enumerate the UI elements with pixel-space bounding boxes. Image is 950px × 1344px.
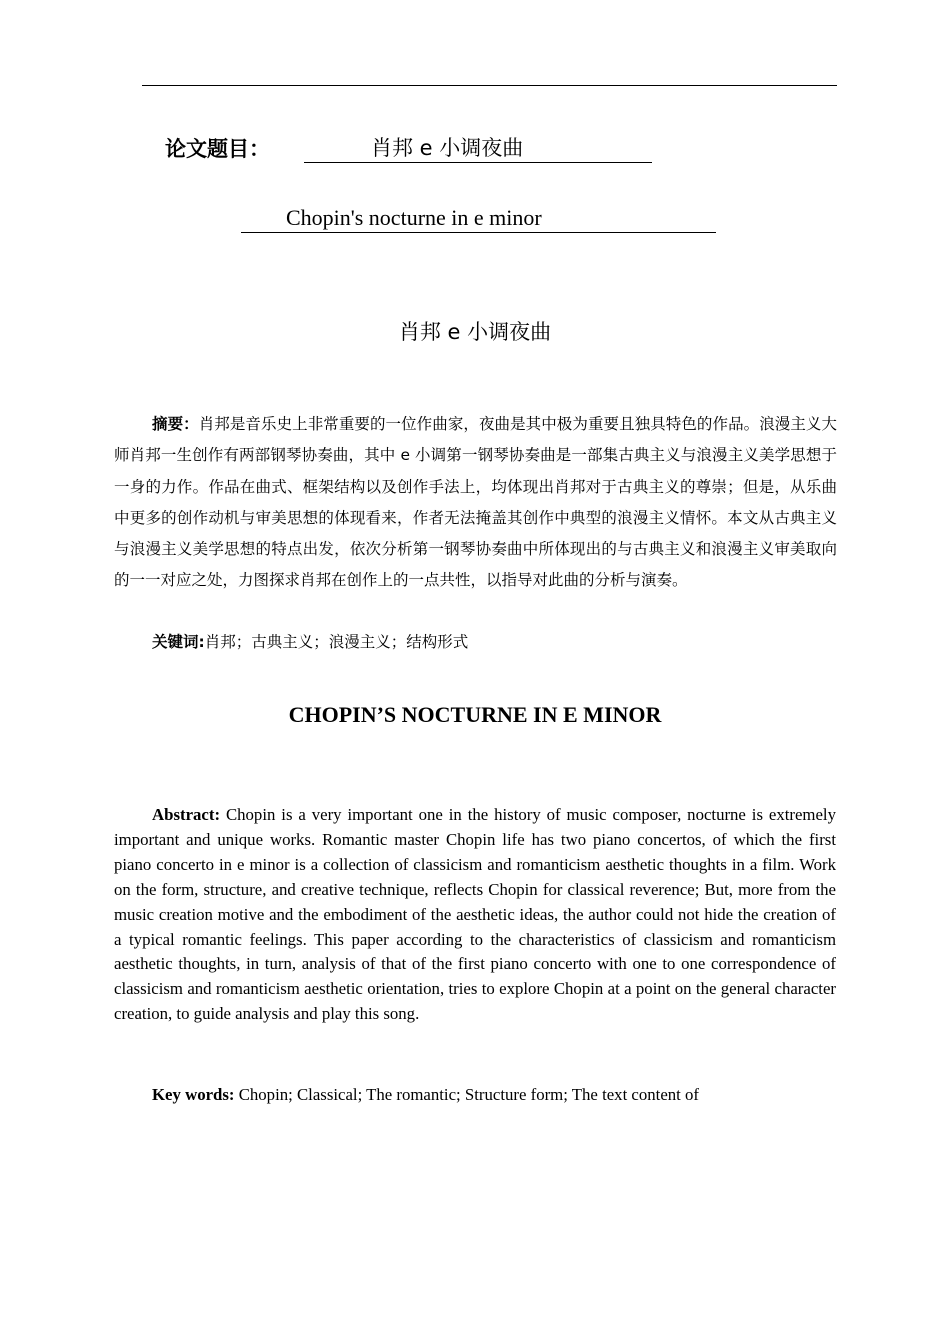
header-rule (142, 85, 837, 86)
english-keywords-label: Key words: (152, 1085, 235, 1104)
english-abstract (114, 803, 836, 1027)
chinese-keywords (152, 627, 837, 658)
chinese-keywords-label: 关键词: (152, 633, 205, 651)
chinese-abstract-text: 肖邦是音乐史上非常重要的一位作曲家，夜曲是其中极为重要且独具特色的作品。浪漫主义大师肖邦一生创作有两部钢琴协奏曲，其中 e 小调第一钢琴协奏曲是一部集古典主义与浪漫主义美学思想于一身的力作。作品在曲式、框架结构以及创作手法上，均体现出肖邦对于古典主义的尊崇；但是，从乐曲中更多的创作动机与审美思想的体现看来，作者无法掩盖其创作中典型的浪漫主义情怀。本文从古典主义与浪漫主义美学思想的特点出发，依次分析第一钢琴协奏曲中所体现出的与古典主义和浪漫主义审美取向的一一对应之处，力图探求肖邦在创作上的一点共性，以指导对此曲的分析与演奏。 (114, 415, 837, 590)
thesis-title-english-underline (241, 203, 716, 233)
thesis-title-chinese-underline (304, 132, 652, 163)
english-keywords-text: Chopin; Classical; The romantic; Structure form; The text content of (238, 1085, 699, 1104)
chinese-abstract (114, 409, 837, 597)
thesis-title-english: Chopin's nocturne in e minor (286, 205, 542, 230)
english-keywords (152, 1082, 837, 1108)
english-abstract-label: Abstract: (152, 805, 221, 824)
english-heading: CHOPIN’S NOCTURNE IN E MINOR (288, 702, 662, 727)
chinese-keywords-text: 肖邦；古典主义；浪漫主义；结构形式 (204, 633, 469, 651)
thesis-title-label: 论文题目： (165, 137, 270, 161)
english-abstract-text: Chopin is a very important one in the history of music composer, nocturne is extremely important and unique works. Romantic master Chopin life has two piano concertos, of which the first piano concerto in e minor is a collection of classicism and romanticism aesthetic thoughts in a film. Work on the form, structure, and creative technique, reflects Chopin for classical reverence; But, more from the music creation motive and the embodiment of the aesthetic ideas, the author could not hide the creation of a typical romantic feelings. This paper according to the characteristics of classicism and romanticism aesthetic thoughts, in turn, analysis of that of the first piano concerto with one to one correspondence of classicism and romanticism aesthetic orientation, tries to explore Chopin at a point on the general character creation, to guide analysis and play this song. (114, 805, 836, 1024)
chinese-heading: 肖邦 e 小调夜曲 (398, 320, 552, 344)
chinese-abstract-label: 摘要： (152, 415, 199, 433)
thesis-title-chinese: 肖邦 e 小调夜曲 (371, 136, 524, 160)
